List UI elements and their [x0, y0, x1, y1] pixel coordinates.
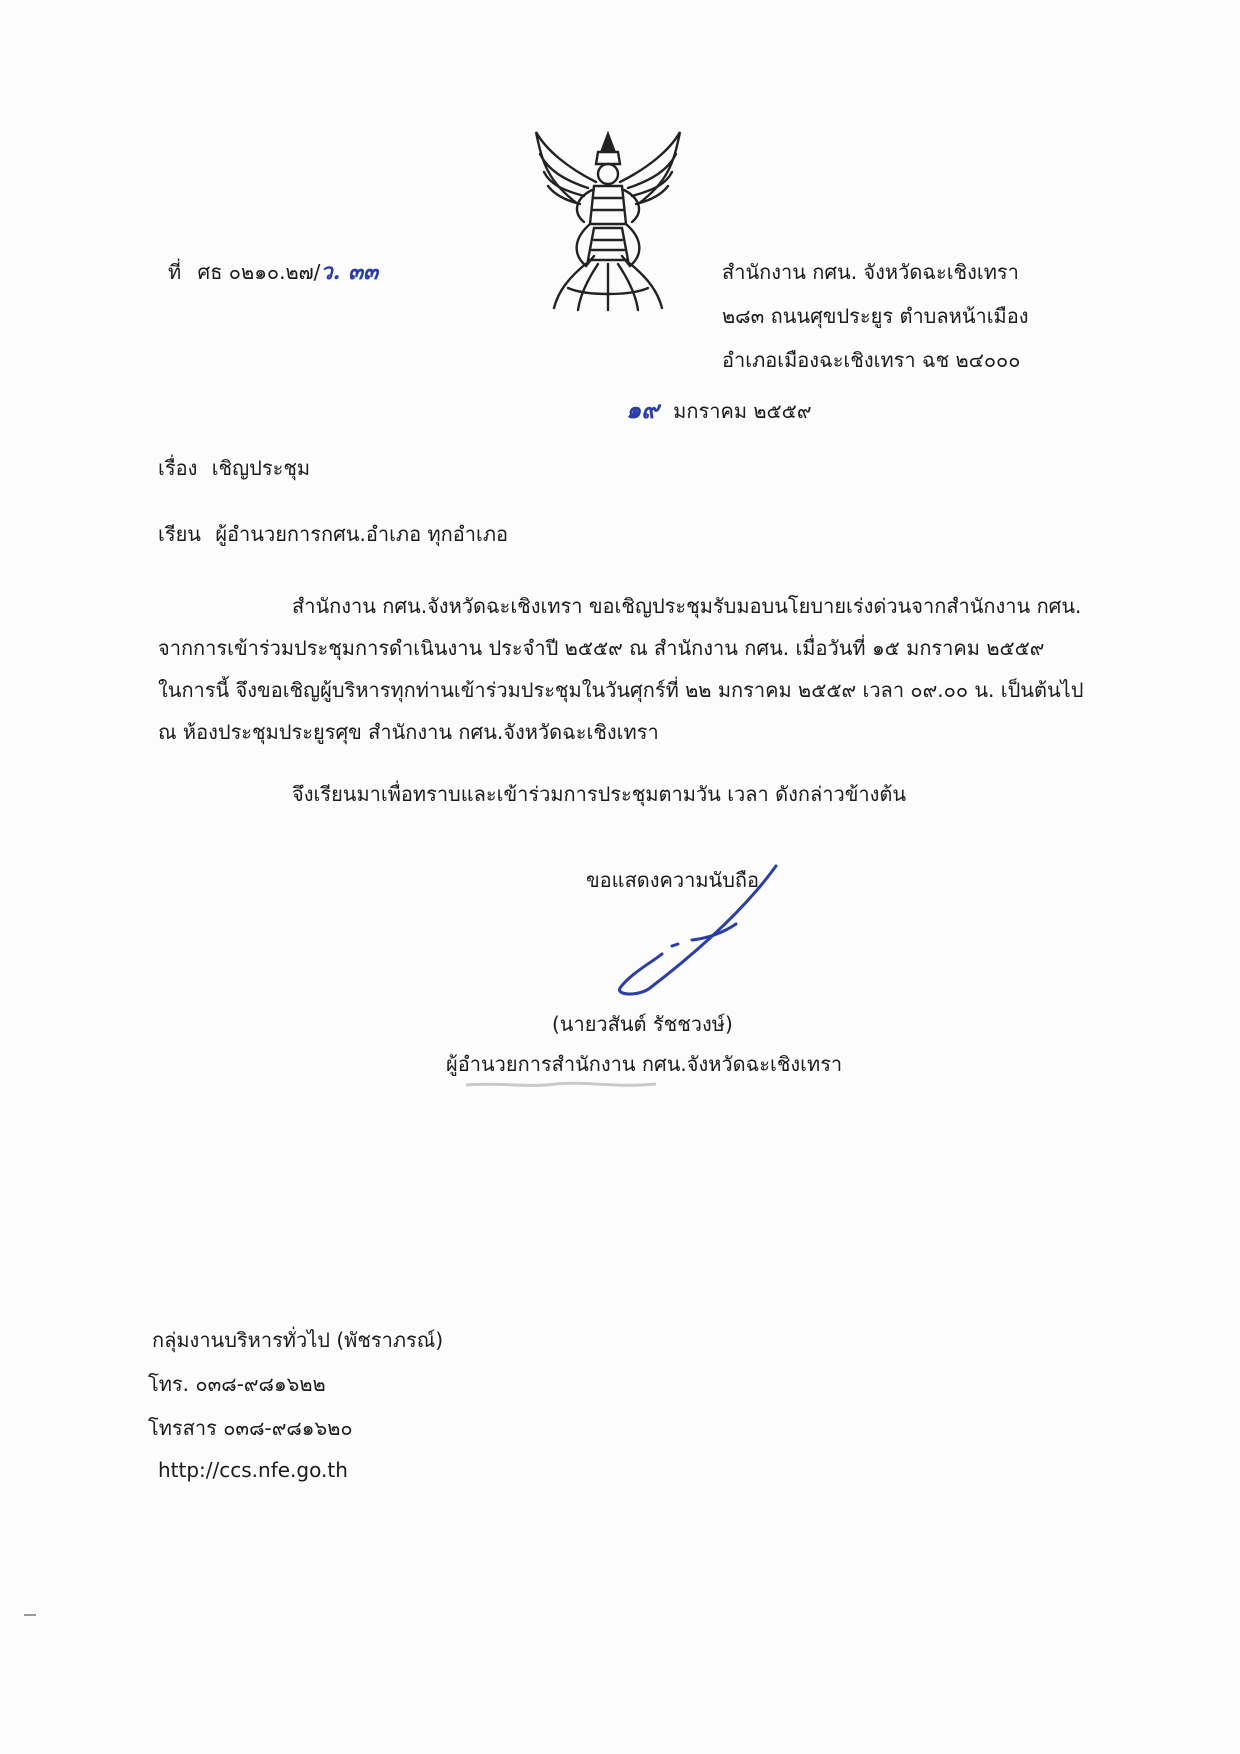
faint-stamp-residue	[466, 1078, 656, 1092]
salutation: ขอแสดงความนับถือ	[586, 868, 760, 892]
office-name: สำนักงาน กศน. จังหวัดฉะเชิงเทรา	[722, 260, 1019, 284]
reference-line	[168, 258, 378, 286]
reference-handwritten: ว. ๓๓	[320, 259, 379, 285]
footer-phone: โทร. ๐๓๘-๙๘๑๖๒๒	[148, 1372, 326, 1396]
body-line-1: สำนักงาน กศน.จังหวัดฉะเชิงเทรา ขอเชิญประชุมรับมอบนโยบายเร่งด่วนจากสำนักงาน กศน.	[292, 594, 1082, 618]
body-line-2: จากการเข้าร่วมประชุมการดำเนินงาน ประจำปี ๒๕๕๙ ณ สำนักงาน กศน. เมื่อวันที่ ๑๕ มกราคม ๒๕๕๙	[158, 636, 1045, 660]
letter-date	[626, 396, 811, 425]
office-address-line1: ๒๘๓ ถนนศุขประยูร ตำบลหน้าเมือง	[722, 304, 1029, 328]
footer-department: กลุ่มงานบริหารทั่วไป (พัชราภรณ์)	[152, 1328, 444, 1352]
subject-text: เชิญประชุม	[211, 456, 311, 480]
signatory-name: (นายวสันต์ รัชชวงษ์)	[552, 1012, 733, 1036]
closing-sentence: จึงเรียนมาเพื่อทราบและเข้าร่วมการประชุมตามวัน เวลา ดังกล่าวข้างต้น	[292, 782, 907, 806]
handwritten-signature	[600, 862, 790, 1002]
subject-label: เรื่อง	[158, 456, 198, 480]
body-line-3: ในการนี้ จึงขอเชิญผู้บริหารทุกท่านเข้าร่วมประชุมในวันศุกร์ที่ ๒๒ มกราคม ๒๕๕๙ เวลา ๐๙.๐๐ น. เป็นต้นไป	[158, 678, 1084, 702]
date-day-handwritten: ๑๙	[626, 395, 659, 424]
recipient-text: ผู้อำนวยการกศน.อำเภอ ทุกอำเภอ	[215, 522, 509, 546]
subject-line	[158, 454, 310, 482]
date-month-year: มกราคม ๒๕๕๙	[673, 399, 812, 423]
body-line-4: ณ ห้องประชุมประยูรศุข สำนักงาน กศน.จังหวัดฉะเชิงเทรา	[158, 720, 659, 744]
garuda-emblem-icon	[528, 128, 688, 312]
reference-number: ศธ ๐๒๑๐.๒๗/	[197, 260, 321, 284]
footer-website: http://ccs.nfe.go.th	[158, 1458, 348, 1482]
footer-fax: โทรสาร ๐๓๘-๙๘๑๖๒๐	[148, 1416, 353, 1440]
signatory-position: ผู้อำนวยการสำนักงาน กศน.จังหวัดฉะเชิงเทรา	[446, 1052, 843, 1076]
reference-label: ที่	[168, 260, 182, 284]
recipient-label: เรียน	[158, 522, 201, 546]
recipient-line	[158, 520, 508, 548]
scan-edge-mark	[24, 1614, 36, 1616]
office-address-line2: อำเภอเมืองฉะเชิงเทรา ฉช ๒๔๐๐๐	[722, 348, 1021, 372]
